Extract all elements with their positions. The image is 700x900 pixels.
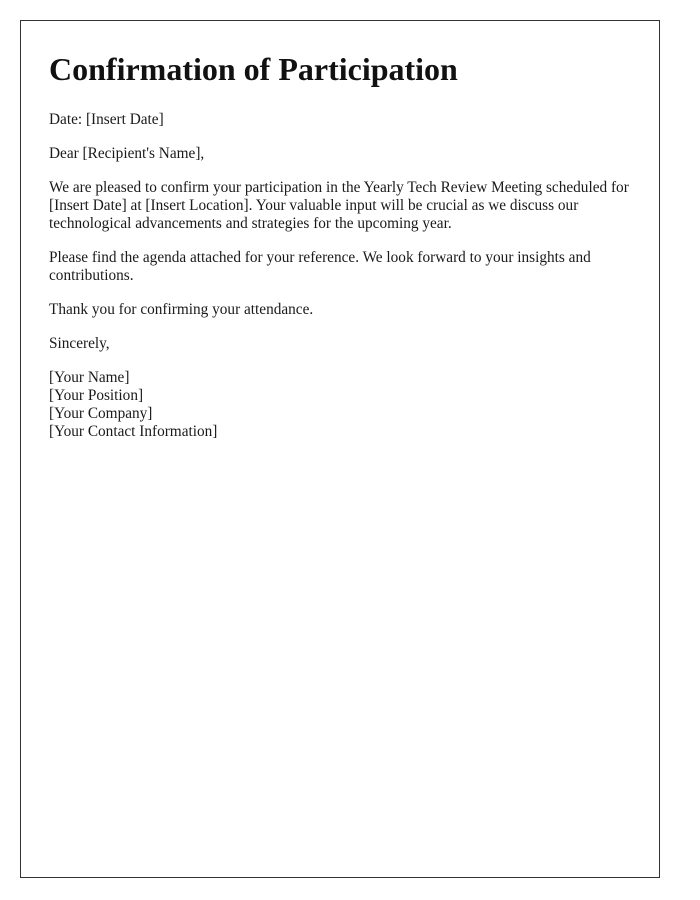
signature-block	[49, 369, 631, 441]
signature-position: [Your Position]	[49, 387, 144, 404]
salutation: Dear [Recipient's Name],	[49, 145, 205, 162]
signature-contact: [Your Contact Information]	[49, 423, 218, 440]
closing: Sincerely,	[49, 335, 110, 352]
body-paragraph-thanks: Thank you for confirming your attendance.	[49, 301, 314, 318]
date-line: Date: [Insert Date]	[49, 111, 164, 128]
letter-page	[20, 20, 660, 878]
body-paragraph-agenda: Please find the agenda attached for your reference. We look forward to your insights and contributions.	[49, 249, 591, 284]
signature-company: [Your Company]	[49, 405, 153, 422]
body-paragraph-confirmation: We are pleased to confirm your participation in the Yearly Tech Review Meeting scheduled for [Insert Date] at [Insert Location]. Your valuable input will be crucial as we discuss our technological advancements and strategies for the upcoming year.	[49, 179, 629, 232]
signature-name: [Your Name]	[49, 369, 130, 386]
letter-title: Confirmation of Participation	[49, 51, 458, 87]
